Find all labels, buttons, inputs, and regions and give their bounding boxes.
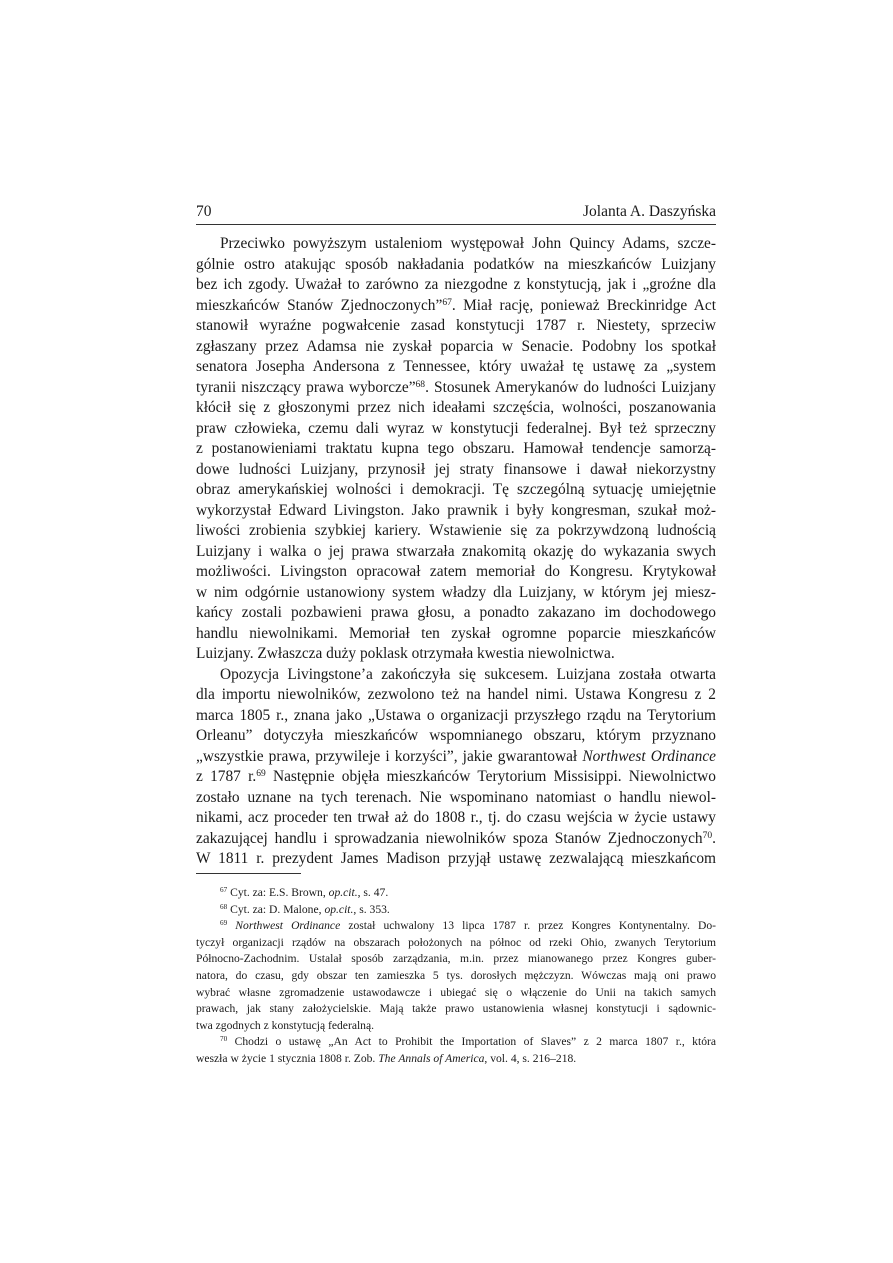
footnote	[196, 885, 716, 902]
text-line	[196, 644, 716, 665]
text-line	[196, 726, 716, 747]
text-line	[196, 706, 716, 727]
text-run: możliwości. Livingston opracował zatem memoriał do Kongresu. Krytykował	[196, 563, 716, 580]
text-run: dowe ludności Luizjany, przynosił jej straty finansowe i dawał niekorzystny	[196, 460, 716, 478]
text-line	[196, 521, 716, 542]
text-run: obraz amerykańskiej wolności i demokracji. Tę szczególną sytuację umiejętnie	[196, 481, 716, 498]
text-run: Cyt. za: D. Malone,	[227, 902, 325, 916]
footnote-reference: 68	[220, 902, 228, 911]
text-line	[196, 234, 716, 255]
text-line	[196, 296, 716, 317]
footnote-separator	[196, 873, 301, 874]
text-line	[196, 398, 716, 419]
text-line	[196, 603, 716, 624]
text-run: Opozycja Livingstone’a zakończyła się sukcesem. Luizjana została otwarta	[220, 665, 716, 683]
body-text	[196, 234, 716, 870]
text-run: . Miał rację, ponieważ Breckinridge Act	[451, 296, 716, 314]
text-run: Chodzi o ustawę „An Act to Prohibit the Importation of Slaves” z 2 marca 1807 r., która	[227, 1035, 716, 1049]
text-run: w nim odgórnie ustanowiony system władzy dla Luizjany, w którym jej miesz-	[196, 583, 716, 601]
footnote-reference: 70	[220, 1035, 228, 1044]
text-line	[196, 337, 716, 358]
italic-text: The Annals of America	[378, 1051, 485, 1065]
text-line	[196, 460, 716, 481]
footnote	[196, 1034, 716, 1067]
footnote-line	[196, 1018, 716, 1035]
text-run: wybrać własne zgromadzenie ustawodawcze i ubiegać się o włączenie do Unii na takich samych	[196, 985, 716, 999]
paragraph	[196, 234, 716, 665]
text-line	[196, 747, 716, 768]
text-run: mieszkańców Stanów Zjednoczonych”	[196, 296, 443, 314]
text-run: kańcy zostali pozbawieni prawa głosu, a ponadto zakazano im dochodowego	[196, 604, 716, 621]
footnote-line	[196, 951, 716, 968]
text-run: . Stosunek Amerykanów do ludności Luizjany	[425, 378, 716, 396]
text-line	[196, 808, 716, 829]
footnote	[196, 918, 716, 1034]
text-run: stanowił wyraźne pogwałcenie zasad konstytucji 1787 r. Niestety, sprzeciw	[196, 317, 716, 334]
text-run: bez ich zgody. Uważał to zarówno za niezgodne z konstytucją, jak i „groźne dla	[196, 276, 716, 293]
text-run: dla importu niewolników, zezwolono też na handel nimi. Ustawa Kongresu z 2	[196, 686, 716, 703]
text-run: zostało uznane na tych terenach. Nie wspominano natomiast o handlu niewol-	[196, 788, 716, 806]
footnote-reference: 69	[256, 767, 266, 779]
text-run: z 1787 r.	[196, 768, 257, 785]
text-run: W 1811 r. prezydent James Madison przyjął ustawę zezwalającą mieszkańcom	[196, 850, 716, 867]
text-run: z postanowieniami traktatu kupna tego obszaru. Hamował tendencje samorzą-	[196, 440, 716, 457]
running-header	[196, 202, 716, 225]
text-line	[196, 480, 716, 501]
italic-text: Northwest Ordinance	[235, 919, 341, 933]
text-line	[196, 542, 716, 563]
text-line	[196, 419, 716, 440]
text-line	[196, 255, 716, 276]
italic-text: op.cit.	[324, 902, 354, 916]
footnote-line	[196, 1051, 716, 1068]
text-line	[196, 849, 716, 870]
text-run: „wszystkie prawa, przywileje i korzyści”, jakie gwarantował	[196, 747, 583, 765]
text-line	[196, 501, 716, 522]
text-line	[196, 685, 716, 706]
footnote-reference: 67	[442, 296, 452, 308]
text-run: Orleanu” dotyczyła mieszkańców wspomnianego obszaru, którym przyznano	[196, 727, 716, 744]
footnote	[196, 902, 716, 919]
text-run: liwości zrobienia szybkiej kariery. Wstawienie się za pokrzywdzoną ludnością	[196, 522, 716, 539]
text-run: kłócił się z głoszonymi przez nich ideałami szczęścia, wolności, poszanowania	[196, 399, 716, 416]
text-line	[196, 788, 716, 809]
text-line	[196, 357, 716, 378]
text-run: natora, do czasu, gdy obszar ten zamieszka 5 tys. dorosłych mężczyzn. Wówczas mają oni prawo	[196, 968, 716, 982]
text-run: , s. 47.	[357, 886, 389, 899]
text-line	[196, 583, 716, 604]
footnotes	[196, 885, 716, 1068]
text-run: .	[712, 829, 716, 847]
footnote-reference: 67	[220, 886, 228, 895]
footnote-line	[196, 935, 716, 952]
text-line	[196, 829, 716, 850]
text-run: Luizjany i walka o jej prawa stwarzała znakomitą okazję do wykazania swych	[196, 542, 716, 560]
text-run: praw człowieka, czemu dali wyraz w konstytucji federalnej. Był też sprzeczny	[196, 419, 716, 437]
page-number: 70	[196, 203, 212, 220]
text-line	[196, 665, 716, 686]
text-run: marca 1805 r., znana jako „Ustawa o organizacji przyszłego rządu na Terytorium	[196, 706, 716, 724]
text-run: tyranii niszczący prawa wyborcze”	[196, 378, 416, 396]
paragraph	[196, 665, 716, 870]
text-line	[196, 624, 716, 645]
text-run: gólnie ostro atakując sposób nakładania podatków na mieszkańców Luizjany	[196, 255, 716, 273]
text-line	[196, 562, 716, 583]
text-line	[196, 316, 716, 337]
footnote-line	[196, 902, 716, 919]
text-run: został uchwalony 13 lipca 1787 r. przez Kongres Kontynentalny. Do-	[340, 919, 716, 933]
text-run: senatora Josepha Andersona z Tennessee, który uważał tę ustawę za „system	[196, 358, 716, 375]
text-run: weszła w życie 1 stycznia 1808 r. Zob.	[196, 1051, 379, 1065]
text-run: Północno-Zachodnim. Ustalał sposób zarządzania, m.in. przez mianowanego przez Kongres guber-	[196, 952, 716, 966]
text-run: nikami, acz proceder ten trwał aż do 1808 r., tj. do czasu wejścia w życie ustawy	[196, 809, 716, 826]
text-run: prawach, jak stany założycielskie. Mają także prawo ustanowienia własnej konstytucji i sądownic-	[196, 1002, 716, 1016]
footnote-reference: 70	[702, 829, 713, 841]
text-run: handlu niewolnikami. Memoriał ten zyskał ogromne poparcie mieszkańców	[196, 624, 716, 642]
text-line	[196, 275, 716, 296]
footnote-reference: 68	[415, 378, 426, 390]
text-run: Luizjany. Zwłaszcza duży poklask otrzymała kwestia niewolnictwa.	[196, 645, 615, 662]
text-line	[196, 767, 716, 788]
footnote-line	[196, 968, 716, 985]
text-line	[196, 439, 716, 460]
text-run: Przeciwko powyższym ustaleniom występował John Quincy Adams, szcze-	[220, 235, 716, 252]
text-run: tyczył organizacji rządów na obszarach położonych na północ od rzeki Ohio, zwanych Terytorium	[196, 935, 716, 949]
footnote-line	[196, 1034, 716, 1051]
text-run: , vol. 4, s. 216–218.	[484, 1051, 577, 1065]
text-run: wykorzystał Edward Livingston. Jako prawnik i były kongresman, szukał moż-	[196, 501, 716, 519]
text-run: Cyt. za: E.S. Brown,	[227, 886, 329, 899]
text-run: zakazującej handlu i sprowadzania niewolników spoza Stanów Zjednoczonych	[196, 829, 703, 847]
italic-text: Northwest Ordinance	[582, 747, 716, 765]
footnote-line	[196, 1001, 716, 1018]
text-run: , s. 353.	[353, 902, 390, 916]
text-line	[196, 378, 716, 399]
footnote-line	[196, 985, 716, 1002]
footnote-line	[196, 918, 716, 935]
text-run: zgłaszany przez Adamsa nie zyskał poparcia w Senacie. Podobny los spotkał	[196, 337, 716, 355]
running-author: Jolanta A. Daszyńska	[582, 203, 716, 220]
italic-text: op.cit.	[328, 886, 358, 899]
text-run: Następnie objęła mieszkańców Terytorium Missisippi. Niewolnictwo	[265, 768, 716, 785]
footnote-reference: 69	[220, 919, 228, 928]
text-run: twa zgodnych z konstytucją federalną.	[196, 1018, 375, 1032]
footnote-line	[196, 885, 716, 902]
